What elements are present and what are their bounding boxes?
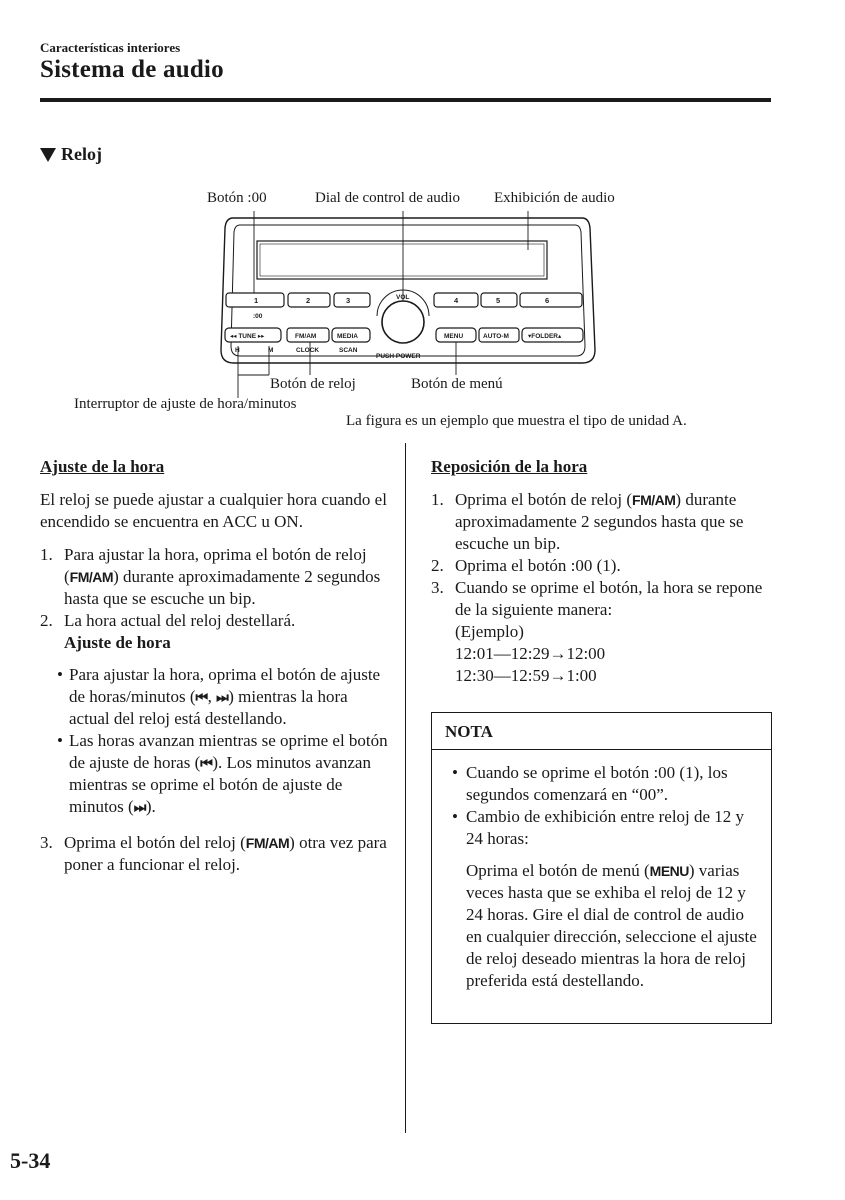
fm-am-key: FM/AM [69, 569, 114, 585]
preset-buttons-left [226, 293, 370, 320]
preset-3-label: 3 [346, 296, 351, 305]
page-title: Sistema de audio [40, 56, 224, 83]
bullet-text: Para ajustar la hora, oprima el botón de ajuste de horas/minutos ( [69, 665, 381, 706]
push-power-label: PUSH POWER [376, 353, 421, 360]
nota-bullet-2 [452, 806, 761, 850]
tune-label: ◂◂ TUNE ▸▸ [230, 333, 265, 340]
bullet-dot: • [57, 731, 63, 750]
section-label: Características interiores [40, 40, 181, 55]
step-number: 2. [431, 556, 444, 575]
right-column [431, 456, 776, 687]
prev-track-key: ⏮ [200, 755, 213, 771]
bullet-dot: • [57, 665, 63, 684]
preset-5-label: 5 [496, 296, 501, 305]
preset-4-label: 4 [454, 296, 459, 305]
label-hour-minute-switch: Interruptor de ajuste de hora/minutos [74, 396, 297, 412]
audio-unit-figure [0, 0, 845, 440]
step-text: Para ajustar la hora, oprima el botón de reloj ( [64, 545, 367, 586]
bullet-text: ). [145, 797, 156, 816]
nota-bullet-1 [452, 762, 761, 806]
bullet-text: ). Los minutos avanzan mientras se oprime el botón de ajuste de minutos ( [69, 753, 371, 816]
nota-paragraph [452, 860, 761, 992]
left-bullet-2 [40, 730, 390, 818]
left-intro: El reloj se puede ajustar a cualquier hora cuando el encendido se encuentra en ACC u ON. [40, 490, 387, 531]
figure-caption: La figura es un ejemplo que muestra el tipo de unidad A. [346, 413, 687, 429]
example-line-1: 12:01—12:29→12:00 [455, 644, 606, 663]
bullet-text: Cambio de exhibición entre reloj de 12 y 24 horas: [466, 807, 745, 848]
nota-body [432, 750, 771, 992]
folder-label: ▾FOLDER▴ [528, 333, 562, 340]
step-text: ) durante aproximadamente 2 segundos hasta que se escuche un bip. [64, 567, 381, 608]
label-menu-button: Botón de menú [411, 376, 503, 392]
column-divider [405, 443, 406, 1133]
step-text: ) durante aproximadamente 2 segundos hasta que se escuche un bip. [455, 490, 744, 553]
left-step-3 [40, 832, 390, 876]
paragraph-text: Oprima el botón de menú ( [466, 861, 650, 880]
preset-00-sub: :00 [253, 313, 263, 320]
step-number: 3. [431, 578, 444, 597]
example-label: (Ejemplo) [455, 622, 524, 641]
left-bullet-1 [40, 664, 390, 730]
left-step-1 [40, 544, 390, 610]
media-label: MEDIA [337, 333, 358, 340]
fm-am-label: FM/AM [295, 333, 317, 340]
preset-6-label: 6 [545, 296, 550, 305]
fm-am-key: FM/AM [245, 835, 290, 851]
step-text: ) otra vez para poner a funcionar el reloj. [64, 833, 387, 874]
step-number: 2. [40, 611, 53, 630]
bullet-text: Cuando se oprime el botón :00 (1), los segundos comenzará en “00”. [466, 763, 728, 804]
audio-display [257, 241, 547, 279]
bullet-text: Las horas avanzan mientras se oprime el botón de ajuste de horas ( [69, 731, 388, 772]
scan-label: SCAN [339, 347, 358, 354]
step-text: Cuando se oprime el botón, la hora se repone de la siguiente manera: [455, 578, 763, 619]
bullet-text: ) mientras la hora actual del reloj está destellando. [69, 687, 348, 728]
clock-label: CLOCK [296, 347, 320, 354]
nota-title: NOTA [432, 713, 771, 750]
step-subheading: Ajuste de hora [64, 633, 171, 652]
fm-am-key: FM/AM [632, 492, 676, 508]
vol-label: VOL [396, 294, 410, 301]
step-text: Oprima el botón :00 (1). [455, 556, 621, 575]
step-number: 1. [40, 545, 53, 564]
preset-1-label: 1 [254, 296, 259, 305]
label-clock-button: Botón de reloj [270, 376, 356, 392]
left-heading: Ajuste de la hora [40, 457, 165, 476]
menu-key: MENU [649, 863, 689, 879]
prev-track-key: ⏮ [195, 689, 208, 705]
nota-box [431, 712, 772, 1024]
bullet-dot: • [452, 807, 458, 826]
right-heading: Reposición de la hora [431, 457, 588, 476]
next-track-key: ⏭ [133, 799, 146, 815]
step-number: 1. [431, 490, 444, 509]
label-display: Exhibición de audio [494, 190, 615, 206]
paragraph-text: ) varias veces hasta que se exhiba el reloj de 12 y 24 horas. Gire el dial de control de audio en cualquier dirección, seleccione el ajuste de reloj deseado mientras la hora de reloj preferida está destellando. [466, 861, 757, 990]
left-column [40, 456, 390, 876]
bullet-dot: • [452, 763, 458, 782]
example-line-2: 12:30—12:59→1:00 [455, 666, 597, 685]
step-text: La hora actual del reloj destellará. [64, 611, 296, 630]
page-number: 5-34 [10, 1148, 51, 1173]
menu-label: MENU [444, 333, 464, 340]
bullet-text: , [207, 687, 217, 706]
auto-m-label: AUTO-M [483, 333, 509, 340]
step-text: Oprima el botón de reloj ( [455, 490, 633, 509]
step-number: 3. [40, 833, 53, 852]
preset-2-label: 2 [306, 296, 311, 305]
label-boton-00: Botón :00 [207, 190, 267, 206]
left-step-2 [40, 610, 390, 654]
right-step-1 [431, 489, 776, 555]
label-dial: Dial de control de audio [315, 190, 460, 206]
next-track-key: ⏭ [216, 689, 229, 705]
step-text: Oprima el botón del reloj ( [64, 833, 246, 852]
preset-buttons-right [434, 293, 582, 307]
subsection-title: Reloj [61, 144, 102, 164]
right-step-2 [431, 555, 776, 577]
tune-h-label: H [235, 347, 240, 354]
volume-knob [376, 290, 429, 360]
right-step-3 [431, 577, 776, 687]
tune-m-label: M [268, 347, 274, 354]
